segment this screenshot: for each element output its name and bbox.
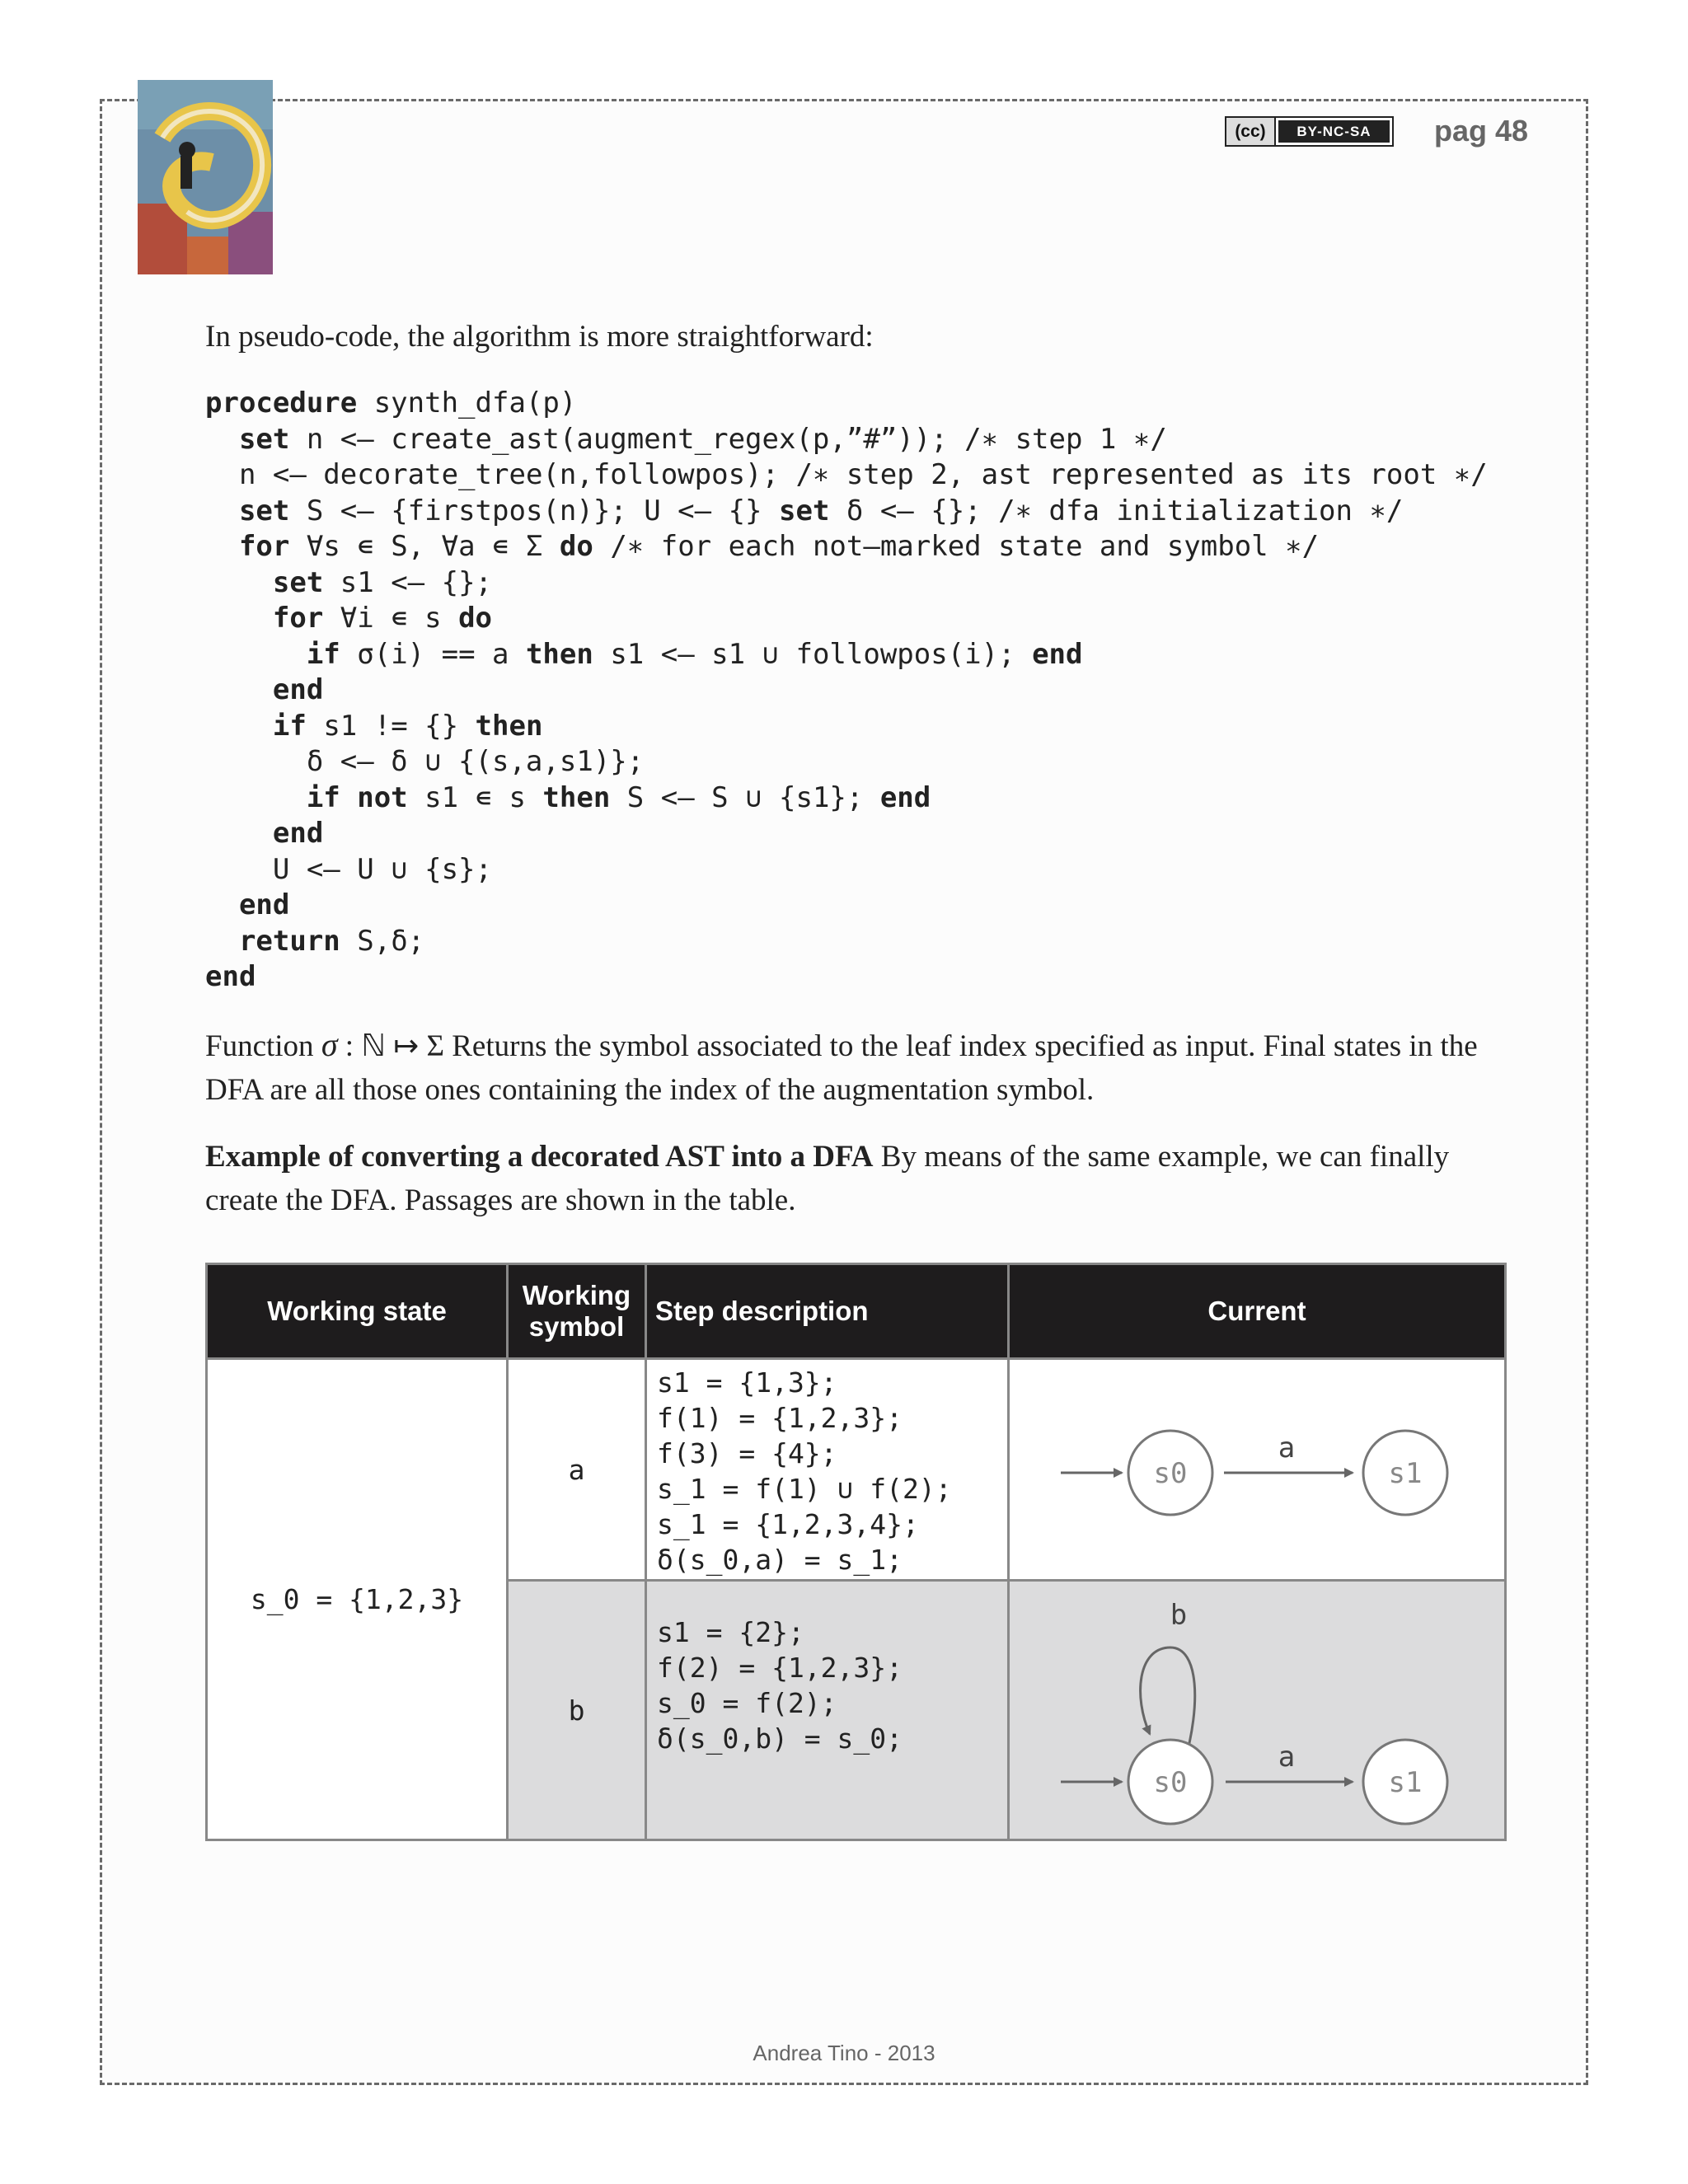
code-line: for ∀s ∊ S, ∀a ∊ Σ do /∗ for each not–marked state and symbol ∗/ [238, 530, 1320, 563]
license-badge[interactable] [1225, 116, 1394, 147]
step-line: δ(s_0,b) = s_0; [657, 1722, 903, 1755]
state-label: s1 [1388, 1457, 1423, 1490]
code-line: end [272, 673, 324, 706]
cc-logo: (cc) [1226, 118, 1276, 145]
dfa-diagram-a [1010, 1360, 1502, 1572]
step-line: δ(s_0,a) = s_1; [657, 1544, 903, 1576]
step-line: f(1) = {1,2,3}; [657, 1402, 903, 1434]
transition-label: a [1278, 1432, 1296, 1465]
dfa-passages-table [205, 1263, 1507, 1841]
working-symbol-cell: a [508, 1359, 646, 1581]
state-label: s1 [1388, 1766, 1423, 1799]
working-symbol-cell: b [508, 1581, 646, 1840]
transition-label: a [1278, 1741, 1296, 1774]
state-label: s0 [1153, 1457, 1188, 1490]
page-number: pag 48 [1434, 114, 1529, 148]
step-line: s1 = {1,3}; [657, 1366, 837, 1399]
step-description-cell [646, 1581, 1009, 1840]
code-line: end [205, 960, 256, 993]
header-working-state: Working state [207, 1264, 508, 1359]
step-line: s_1 = f(1) ∪ f(2); [657, 1473, 952, 1505]
header-current: Current [1009, 1264, 1506, 1359]
pseudo-code-block [205, 386, 1488, 996]
dfa-diagram-b [1010, 1582, 1502, 1832]
code-line: U <– U ∪ {s}; [272, 852, 492, 886]
working-state-cell: s_0 = {1,2,3} [207, 1359, 508, 1840]
example-paragraph: Example of converting a decorated AST into a DFA By means of the same example, we can finally create the DFA. Passages are shown in the table. [205, 1140, 1450, 1217]
step-line: s1 = {2}; [657, 1616, 804, 1648]
code-line: set n <– create_ast(augment_regex(p,”#”)); /∗ step 1 ∗/ [238, 422, 1167, 456]
header-step-description: Step description [646, 1264, 1009, 1359]
code-line: end [272, 817, 324, 850]
header-working-symbol: Working symbol [508, 1264, 646, 1359]
table-row [207, 1359, 1506, 1581]
formula-sigma: σ [321, 1026, 338, 1063]
step-line: s_0 = f(2); [657, 1687, 837, 1719]
code-line: procedure synth_dfa(p) [205, 387, 577, 419]
current-dfa-cell [1009, 1581, 1506, 1840]
code-line: if s1 != {} then [272, 709, 543, 743]
formula-mapping: : ℕ ↦ Σ [337, 1029, 444, 1063]
code-line: set S <– {firstpos(n)}; U <– {} set δ <– {}; /∗ dfa initialization ∗/ [238, 494, 1404, 527]
code-line: return S,δ; [238, 924, 425, 958]
state-label: s0 [1153, 1766, 1188, 1799]
step-line: s_1 = {1,2,3,4}; [657, 1508, 919, 1540]
loop-label: b [1170, 1599, 1188, 1632]
function-paragraph: Function σ : ℕ ↦ Σ Returns the symbol associated to the leaf index specified as input. Final states in the DFA are all those ones containing the index of the augmentation symbol. [205, 1026, 1478, 1107]
code-line: if σ(i) == a then s1 <– s1 ∪ followpos(i); end [306, 637, 1083, 671]
step-description-cell [646, 1359, 1009, 1581]
current-dfa-cell [1009, 1359, 1506, 1581]
code-line: set s1 <– {}; [272, 565, 493, 599]
intro-paragraph: In pseudo-code, the algorithm is more straightforward: [205, 320, 874, 354]
code-line: δ <– δ ∪ {(s,a,s1)}; [306, 745, 645, 778]
code-line: for ∀i ∊ s do [272, 602, 493, 635]
step-line: f(3) = {4}; [657, 1437, 837, 1469]
code-line: end [238, 888, 290, 921]
page-footer: Andrea Tino - 2013 [753, 2041, 935, 2065]
code-line: if not s1 ∊ s then S <– S ∪ {s1}; end [306, 780, 931, 814]
example-heading: Example of converting a decorated AST into a DFA [205, 1140, 874, 1174]
step-line: f(2) = {1,2,3}; [657, 1652, 903, 1684]
license-text: BY-NC-SA [1278, 120, 1390, 143]
code-line: n <– decorate_tree(n,followpos); /∗ step 2, ast represented as its root ∗/ [238, 458, 1488, 491]
cover-thumbnail [138, 80, 273, 274]
